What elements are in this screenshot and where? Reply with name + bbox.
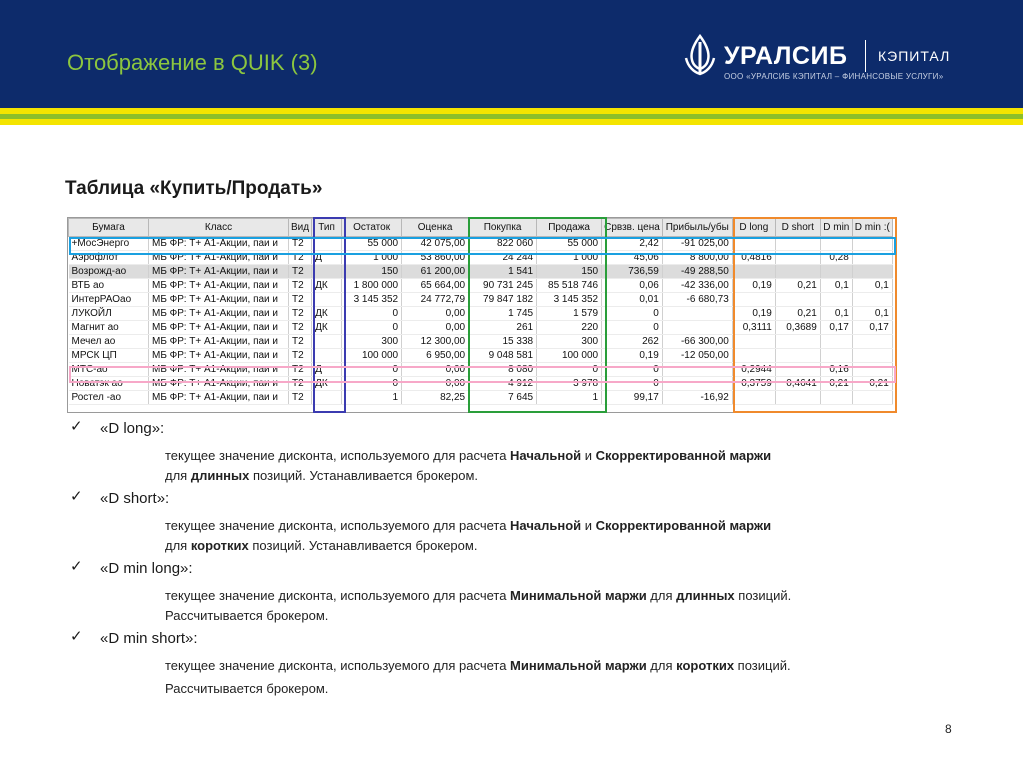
table-cell: 1 541 <box>469 265 537 279</box>
table-cell: 61 200,00 <box>402 265 469 279</box>
bullet-description <box>165 446 955 486</box>
table-cell: 1 000 <box>342 251 402 265</box>
table-cell: 90 731 245 <box>469 279 537 293</box>
table-cell <box>820 237 852 251</box>
table-cell: 261 <box>469 321 537 335</box>
table-cell: Т2 <box>289 321 312 335</box>
table-cell: 0,19 <box>732 279 775 293</box>
column-header: Покупка <box>469 219 537 237</box>
table-cell <box>852 237 892 251</box>
table-cell: 0,2944 <box>732 363 775 377</box>
table-cell: МБ ФР: Т+ А1-Акции, паи и <box>149 335 289 349</box>
table-cell: 822 060 <box>469 237 537 251</box>
table-cell: ЛУКОЙЛ <box>69 307 149 321</box>
bullet-title: «D min short»: <box>100 630 198 647</box>
table-cell <box>732 335 775 349</box>
table-cell: 9 048 581 <box>469 349 537 363</box>
desc-line <box>165 586 955 606</box>
table-cell <box>852 251 892 265</box>
text: позиций. <box>734 588 792 603</box>
bullet-description <box>165 586 955 626</box>
bold-text: коротких <box>190 538 249 553</box>
table-cell: 0,00 <box>402 377 469 391</box>
table-cell: ДК <box>312 377 342 391</box>
table-cell: 2,42 <box>602 237 663 251</box>
bold-text: длинных <box>190 468 250 483</box>
check-icon: ✓ <box>70 418 83 435</box>
table-cell <box>775 293 820 307</box>
table-cell <box>732 293 775 307</box>
table-cell: 0 <box>342 321 402 335</box>
bold-text: Скорректированной маржи <box>595 518 772 533</box>
bullet-description <box>165 656 955 699</box>
table-cell: 55 000 <box>537 237 602 251</box>
uralsib-logo-icon <box>680 34 720 78</box>
table-cell: Магнит ао <box>69 321 149 335</box>
desc-line <box>165 516 955 536</box>
table-cell: -66 300,00 <box>662 335 732 349</box>
table-cell: 24 244 <box>469 251 537 265</box>
table-cell: МБ ФР: Т+ А1-Акции, паи и <box>149 265 289 279</box>
text: и <box>581 518 596 533</box>
table-row <box>69 377 893 391</box>
table-cell: Т2 <box>289 279 312 293</box>
text: Рассчитывается брокером. <box>165 608 329 623</box>
table-cell <box>820 293 852 307</box>
table-row <box>69 321 893 335</box>
table-cell: 0 <box>342 307 402 321</box>
table-cell <box>775 363 820 377</box>
table-row <box>69 265 893 279</box>
desc-line <box>165 656 955 676</box>
table-cell: Т2 <box>289 293 312 307</box>
column-header: Вид <box>289 219 312 237</box>
table-cell: -6 680,73 <box>662 293 732 307</box>
table-cell: 12 300,00 <box>402 335 469 349</box>
table-cell <box>732 265 775 279</box>
table-cell <box>775 349 820 363</box>
table-cell: Т2 <box>289 307 312 321</box>
table-cell: 0,17 <box>820 321 852 335</box>
table-cell: МБ ФР: Т+ А1-Акции, паи и <box>149 377 289 391</box>
table-cell: 0,00 <box>402 321 469 335</box>
table-cell: 82,25 <box>402 391 469 405</box>
table-cell: Т2 <box>289 335 312 349</box>
table-cell: -42 336,00 <box>662 279 732 293</box>
table-cell: 0,00 <box>402 307 469 321</box>
table-cell: 0,21 <box>820 377 852 391</box>
text: текущее значение дисконта, используемого для расчета <box>165 448 511 463</box>
section-title: Таблица «Купить/Продать» <box>65 178 323 199</box>
table-cell <box>732 237 775 251</box>
table-cell <box>852 293 892 307</box>
bold-text: Начальной <box>510 518 582 533</box>
table-cell: 6 950,00 <box>402 349 469 363</box>
table-cell: 0,19 <box>602 349 663 363</box>
table-cell: 150 <box>342 265 402 279</box>
table-cell: 0,1 <box>820 307 852 321</box>
table-cell: 1 000 <box>537 251 602 265</box>
text: Рассчитывается брокером. <box>165 681 329 696</box>
table-row <box>69 251 893 265</box>
table-cell <box>662 377 732 391</box>
table-cell <box>852 335 892 349</box>
table-cell: МБ ФР: Т+ А1-Акции, паи и <box>149 279 289 293</box>
table-cell: 8 800,00 <box>662 251 732 265</box>
table-cell: ДК <box>312 279 342 293</box>
table-cell: МБ ФР: Т+ А1-Акции, паи и <box>149 307 289 321</box>
table-cell: Ростел -ао <box>69 391 149 405</box>
page-number: 8 <box>945 722 952 736</box>
table-cell: 0 <box>602 307 663 321</box>
check-icon: ✓ <box>70 488 83 505</box>
table-cell: МБ ФР: Т+ А1-Акции, паи и <box>149 251 289 265</box>
column-header: D min :( <box>852 219 892 237</box>
text: для <box>646 588 677 603</box>
table-cell <box>312 349 342 363</box>
table-cell: Т2 <box>289 237 312 251</box>
table-cell: 55 000 <box>342 237 402 251</box>
column-header: D min <box>820 219 852 237</box>
slide-title: Отображение в QUIK (3) <box>67 50 318 75</box>
table-cell <box>312 265 342 279</box>
table-cell: 0 <box>342 363 402 377</box>
table-cell: 0 <box>342 377 402 391</box>
table-row <box>69 363 893 377</box>
table-cell: Т2 <box>289 363 312 377</box>
table-cell <box>662 321 732 335</box>
table-cell: 15 338 <box>469 335 537 349</box>
table-cell: 0,3111 <box>732 321 775 335</box>
table-cell <box>775 265 820 279</box>
table-cell <box>820 265 852 279</box>
table-cell: 79 847 182 <box>469 293 537 307</box>
bold-text: Минимальной маржи <box>510 658 647 673</box>
table-cell: Новатэк ао <box>69 377 149 391</box>
table-cell: 65 664,00 <box>402 279 469 293</box>
column-header: Срвзв. цена <box>602 219 663 237</box>
table-cell: 0,00 <box>402 363 469 377</box>
table-cell: 0 <box>602 377 663 391</box>
table-cell: -16,92 <box>662 391 732 405</box>
table-cell: МБ ФР: Т+ А1-Акции, паи и <box>149 237 289 251</box>
table-cell: 3 145 352 <box>342 293 402 307</box>
table-row <box>69 307 893 321</box>
table-cell: 3 978 <box>537 377 602 391</box>
column-header: Оценка <box>402 219 469 237</box>
table-cell: 100 000 <box>537 349 602 363</box>
table-cell <box>312 335 342 349</box>
table-cell: МРСК ЦП <box>69 349 149 363</box>
table-cell: 0,3759 <box>732 377 775 391</box>
table-cell <box>775 251 820 265</box>
table-cell: Т2 <box>289 251 312 265</box>
bullet-title: «D short»: <box>100 490 170 507</box>
text: текущее значение дисконта, используемого для расчета <box>165 588 511 603</box>
table-cell <box>820 349 852 363</box>
table-row <box>69 293 893 307</box>
column-header: Класс <box>149 219 289 237</box>
text: для <box>165 468 191 483</box>
table-row <box>69 279 893 293</box>
bullet-title: «D long»: <box>100 420 165 437</box>
table-cell <box>852 349 892 363</box>
buy-sell-table <box>68 218 893 405</box>
logo-capital: КЭПИТАЛ <box>878 48 951 64</box>
table-cell: Мечел ао <box>69 335 149 349</box>
table-cell: ИнтерРАОао <box>69 293 149 307</box>
column-header: D long <box>732 219 775 237</box>
table-cell <box>312 293 342 307</box>
header-stripe-yellow-bottom <box>0 119 1023 125</box>
logo-separator <box>865 40 866 72</box>
table-cell: 0,06 <box>602 279 663 293</box>
table-cell <box>775 391 820 405</box>
table-cell: 100 000 <box>342 349 402 363</box>
table-row <box>69 237 893 251</box>
table-cell: 24 772,79 <box>402 293 469 307</box>
table-cell <box>312 391 342 405</box>
table-cell: 262 <box>602 335 663 349</box>
table-cell: 1 745 <box>469 307 537 321</box>
table-cell: 150 <box>537 265 602 279</box>
column-header: Прибыль/убы <box>662 219 732 237</box>
table-cell: 1 579 <box>537 307 602 321</box>
table-cell: 0,4641 <box>775 377 820 391</box>
desc-line <box>165 679 955 699</box>
desc-line <box>165 446 955 466</box>
logo-name: УРАЛСИБ <box>724 42 848 70</box>
table-cell: 300 <box>537 335 602 349</box>
table-cell: 0,21 <box>775 307 820 321</box>
check-icon: ✓ <box>70 628 83 645</box>
text: текущее значение дисконта, используемого для расчета <box>165 518 511 533</box>
table-header-row <box>69 219 893 237</box>
table-row <box>69 391 893 405</box>
text: и <box>581 448 596 463</box>
table-cell <box>820 391 852 405</box>
bold-text: Скорректированной маржи <box>595 448 772 463</box>
desc-line <box>165 466 955 486</box>
text: текущее значение дисконта, используемого для расчета <box>165 658 511 673</box>
table-cell: 1 <box>342 391 402 405</box>
text: для <box>646 658 677 673</box>
table-cell: МБ ФР: Т+ А1-Акции, паи и <box>149 391 289 405</box>
table-cell: Т2 <box>289 349 312 363</box>
table-cell: 0,4816 <box>732 251 775 265</box>
text: позиций. Устанавливается брокером. <box>249 468 479 483</box>
table-cell: 0,3689 <box>775 321 820 335</box>
text: позиций. <box>734 658 791 673</box>
bullet-description <box>165 516 955 556</box>
table-cell: -91 025,00 <box>662 237 732 251</box>
table-cell: МБ ФР: Т+ А1-Акции, паи и <box>149 363 289 377</box>
table-cell: 1 800 000 <box>342 279 402 293</box>
table-cell <box>312 237 342 251</box>
table-row <box>69 349 893 363</box>
check-icon: ✓ <box>70 558 83 575</box>
table-cell: 0,1 <box>820 279 852 293</box>
table-cell: МБ ФР: Т+ А1-Акции, паи и <box>149 293 289 307</box>
table-cell: 3 145 352 <box>537 293 602 307</box>
bold-text: коротких <box>676 658 735 673</box>
table-cell: Т2 <box>289 391 312 405</box>
column-header: Остаток <box>342 219 402 237</box>
table-cell: МТС-ао <box>69 363 149 377</box>
slide-header <box>0 0 1023 108</box>
table-cell <box>732 349 775 363</box>
table-cell: 0,28 <box>820 251 852 265</box>
table-cell: 99,17 <box>602 391 663 405</box>
table-cell: Аэрофлот <box>69 251 149 265</box>
table-cell <box>852 363 892 377</box>
table-cell: 0,19 <box>732 307 775 321</box>
desc-line <box>165 606 955 626</box>
table-cell: 0,1 <box>852 307 892 321</box>
table-cell <box>775 335 820 349</box>
table-cell: 0 <box>537 363 602 377</box>
table-row <box>69 335 893 349</box>
table-cell: 0,17 <box>852 321 892 335</box>
table-cell: 0,1 <box>852 279 892 293</box>
table-cell: 7 645 <box>469 391 537 405</box>
table-cell <box>852 265 892 279</box>
table-cell <box>732 391 775 405</box>
table-cell: -49 288,50 <box>662 265 732 279</box>
table-cell: Т2 <box>289 377 312 391</box>
table-cell: 736,59 <box>602 265 663 279</box>
column-header: Продажа <box>537 219 602 237</box>
column-header: Тип <box>312 219 342 237</box>
table-cell: ДК <box>312 321 342 335</box>
text: для <box>165 538 191 553</box>
column-header: D short <box>775 219 820 237</box>
table-cell <box>820 335 852 349</box>
desc-line <box>165 536 955 556</box>
table-cell: МБ ФР: Т+ А1-Акции, паи и <box>149 321 289 335</box>
table-cell: 0,21 <box>852 377 892 391</box>
logo-subtitle: ООО «УРАЛСИБ КЭПИТАЛ – ФИНАНСОВЫЕ УСЛУГИ» <box>724 72 944 81</box>
table-cell: 300 <box>342 335 402 349</box>
table-cell: 42 075,00 <box>402 237 469 251</box>
table-cell: Д <box>312 363 342 377</box>
table-cell: Т2 <box>289 265 312 279</box>
table-cell: Возрожд-ао <box>69 265 149 279</box>
table-cell: 85 518 746 <box>537 279 602 293</box>
table-cell: 220 <box>537 321 602 335</box>
table-cell: 0 <box>602 321 663 335</box>
table-cell: ВТБ ао <box>69 279 149 293</box>
table-cell: 1 <box>537 391 602 405</box>
table-cell: ДК <box>312 307 342 321</box>
bullet-title: «D min long»: <box>100 560 193 577</box>
table-cell <box>852 391 892 405</box>
buy-sell-table-screenshot <box>67 217 897 413</box>
bold-text: Минимальной маржи <box>510 588 647 603</box>
table-cell: +МосЭнерго <box>69 237 149 251</box>
table-cell: 45,06 <box>602 251 663 265</box>
table-cell <box>662 363 732 377</box>
table-cell: 0,16 <box>820 363 852 377</box>
table-cell: 0 <box>602 363 663 377</box>
table-cell: -12 050,00 <box>662 349 732 363</box>
table-cell <box>662 307 732 321</box>
text: позиций. Устанавливается брокером. <box>248 538 478 553</box>
table-cell: 0,21 <box>775 279 820 293</box>
table-cell <box>775 237 820 251</box>
table-cell: МБ ФР: Т+ А1-Акции, паи и <box>149 349 289 363</box>
table-cell: 8 080 <box>469 363 537 377</box>
table-cell: 53 860,00 <box>402 251 469 265</box>
table-cell: 0,01 <box>602 293 663 307</box>
table-cell: Д <box>312 251 342 265</box>
bold-text: длинных <box>676 588 735 603</box>
bold-text: Начальной <box>510 448 582 463</box>
column-header: Бумага <box>69 219 149 237</box>
company-logo <box>680 34 980 94</box>
table-cell: 4 912 <box>469 377 537 391</box>
